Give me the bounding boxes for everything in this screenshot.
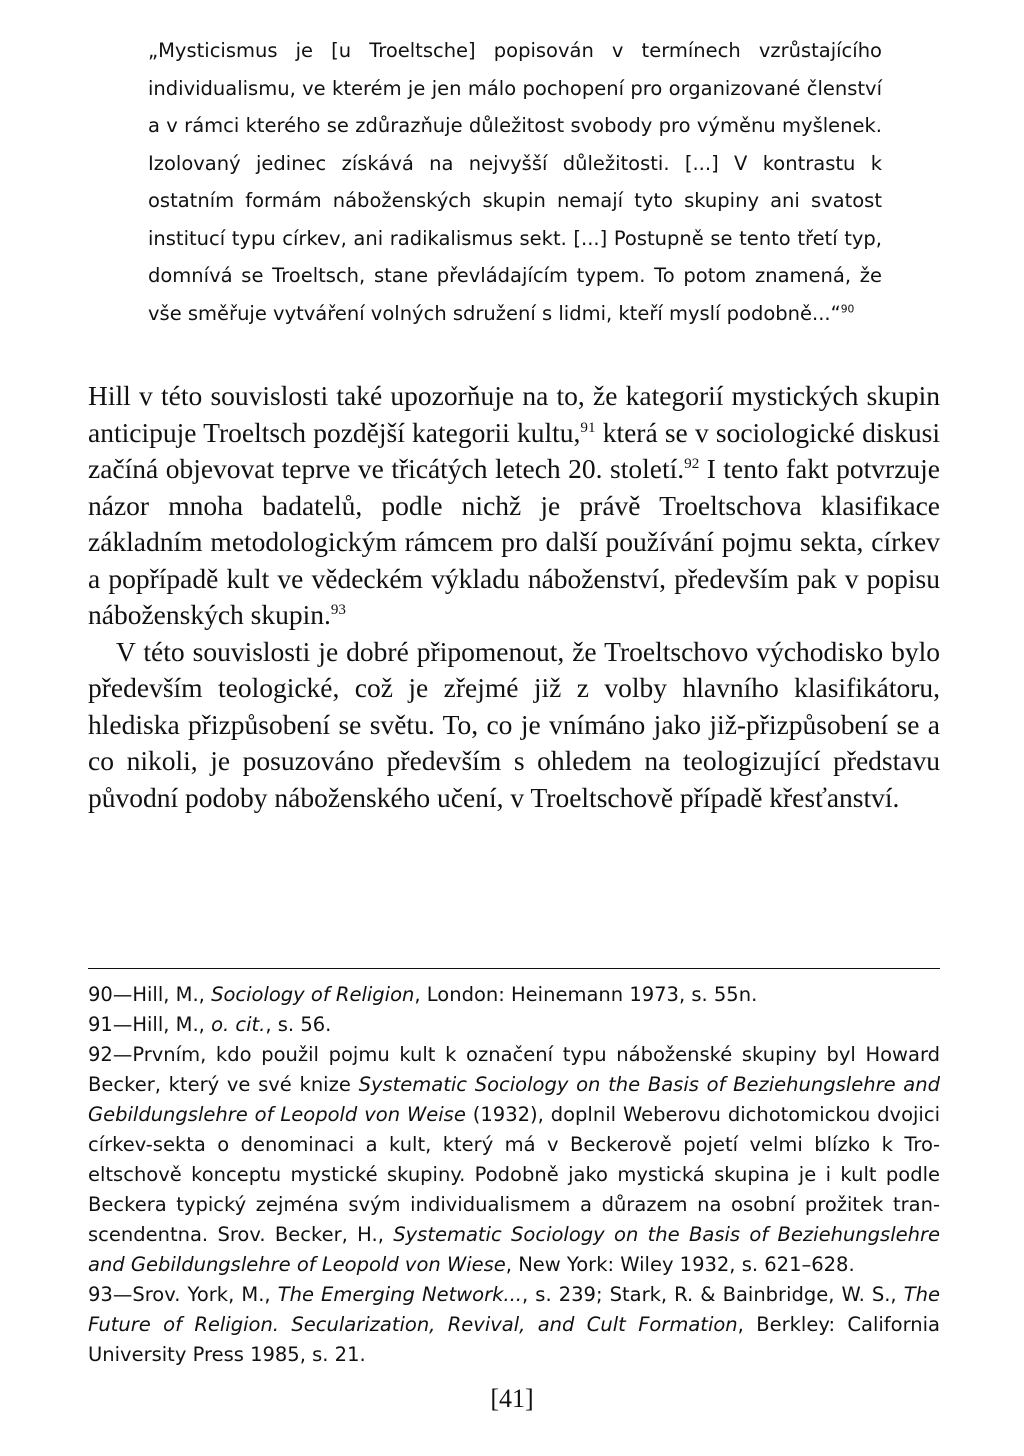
footnote-ref-92[interactable]: 92	[684, 455, 700, 472]
footnote-number: 93—	[88, 1283, 133, 1306]
footnote-title: The Future of Religion. Secularization, Revival, and Cult Formation	[88, 1283, 940, 1336]
footnote-text: Hill, M.,	[132, 983, 212, 1006]
footnote-91	[88, 1010, 940, 1040]
footnote-text: , New York: Wiley 1932, s. 621–628.	[505, 1253, 855, 1276]
footnote-title: The Emerging Network...	[277, 1283, 522, 1306]
quote-text: „Mysticismus je [u Troeltsche] popisován v termínech vzrůstajícího individualismu, ve kterém je jen málo pochopení pro organizované členství a v rámci kterého se zdůrazňuje důležitost svobody pro výměnu myšlenek. Izolovaný jedinec získává na nejvyšší důležitosti. [...] V kontrastu k ostatním formám náboženských skupin nemají tyto skupiny ani svatost institucí typu církev, ani radikalismus sekt. [...] Postupně se tento třetí typ, domnívá se Troeltsch, stane převládajícím typem. To potom znamená, že vše směřuje vytváření volných sdružení s lidmi, kteří myslí podobně...“	[148, 39, 882, 325]
block-quote	[148, 32, 882, 332]
footnote-ref-91[interactable]: 91	[580, 419, 596, 436]
footnote-90	[88, 980, 940, 1010]
footnote-93	[88, 1280, 940, 1370]
footnote-number: 92—	[88, 1043, 133, 1066]
footnote-ref-93[interactable]: 93	[330, 601, 346, 618]
footnote-text: , Berkley: California University Press 1985, s. 21.	[88, 1313, 941, 1366]
footnote-separator	[88, 968, 940, 969]
paragraph-1-part-c: I tento fakt potvrzuje názor mnoha badatelů, podle nichž je právě Troeltschova klasifikace základním metodologickým rámcem pro další používání pojmu sekta, církev a popřípadě kult ve vědeckém výkladu náboženství, především pak v popisu náboženských skupin.	[88, 453, 940, 630]
body-text	[88, 378, 940, 816]
footnote-ref-90[interactable]: 90	[840, 302, 855, 315]
footnote-title: o. cit.	[211, 1013, 266, 1036]
footnotes	[88, 980, 940, 1370]
footnote-text: Srov. York, M.,	[132, 1283, 278, 1306]
footnote-title: Sociology of Religion	[211, 983, 415, 1006]
footnote-title: Systematic Sociology on the Basis of Beziehungslehre and Gebildungslehre of Leopold von Wiese	[88, 1223, 940, 1276]
footnote-number: 90—	[88, 983, 133, 1006]
paragraph-1-part-a: Hill v této souvislosti také upozorňuje na to, že kategorií mystických skupin anticipuje Troeltsch pozdější kategorii kultu,	[88, 380, 940, 448]
footnote-text: Hill, M.,	[132, 1013, 212, 1036]
paragraph-1-part-b: která se v sociologické diskusi začíná objevovat teprve ve třicátých letech 20. století.	[88, 416, 941, 484]
paragraph-2: V této souvislosti je dobré připomenout, že Troeltschovo východisko bylo především teologické, což je zřejmé již z volby hlavního klasifikátoru, hlediska přizpůsobení se světu. To, co je vnímáno jako již-přizpůsobení se a co nikoli, je posuzováno především s ohledem na teologizující představu původní podoby náboženského učení, v Troeltschově případě křesťanství.	[88, 635, 940, 813]
footnote-text: Prvním, kdo použil pojmu kult k označení typu náboženské skupiny byl Howard Becker, který ve své knize	[88, 1043, 940, 1096]
footnote-text: (1932), doplnil Weberovu dichotomickou dvojici církev-sekta o denominaci a kult, který má v Beckerově pojetí velmi blízko k Troeltschově konceptu mystické skupiny. Podobně jako mystická skupina je i kult podle Beckera typický zejména svým individualismem a důrazem na osobní prožitek transcendentna. Srov. Becker, H.,	[88, 1103, 940, 1246]
footnote-title: Systematic Sociology on the Basis of Beziehungslehre and Gebildungslehre of Leopold von Weise	[88, 1073, 940, 1126]
footnote-text: , London: Heinemann 1973, s. 55n.	[414, 983, 758, 1006]
footnote-text: , s. 239; Stark, R. & Bainbridge, W. S.,	[522, 1283, 904, 1306]
footnote-number: 91—	[88, 1013, 133, 1036]
paragraph-1	[88, 378, 940, 634]
footnote-text: , s. 56.	[265, 1013, 332, 1036]
footnote-92	[88, 1040, 940, 1280]
page-number: [41]	[490, 1384, 534, 1413]
